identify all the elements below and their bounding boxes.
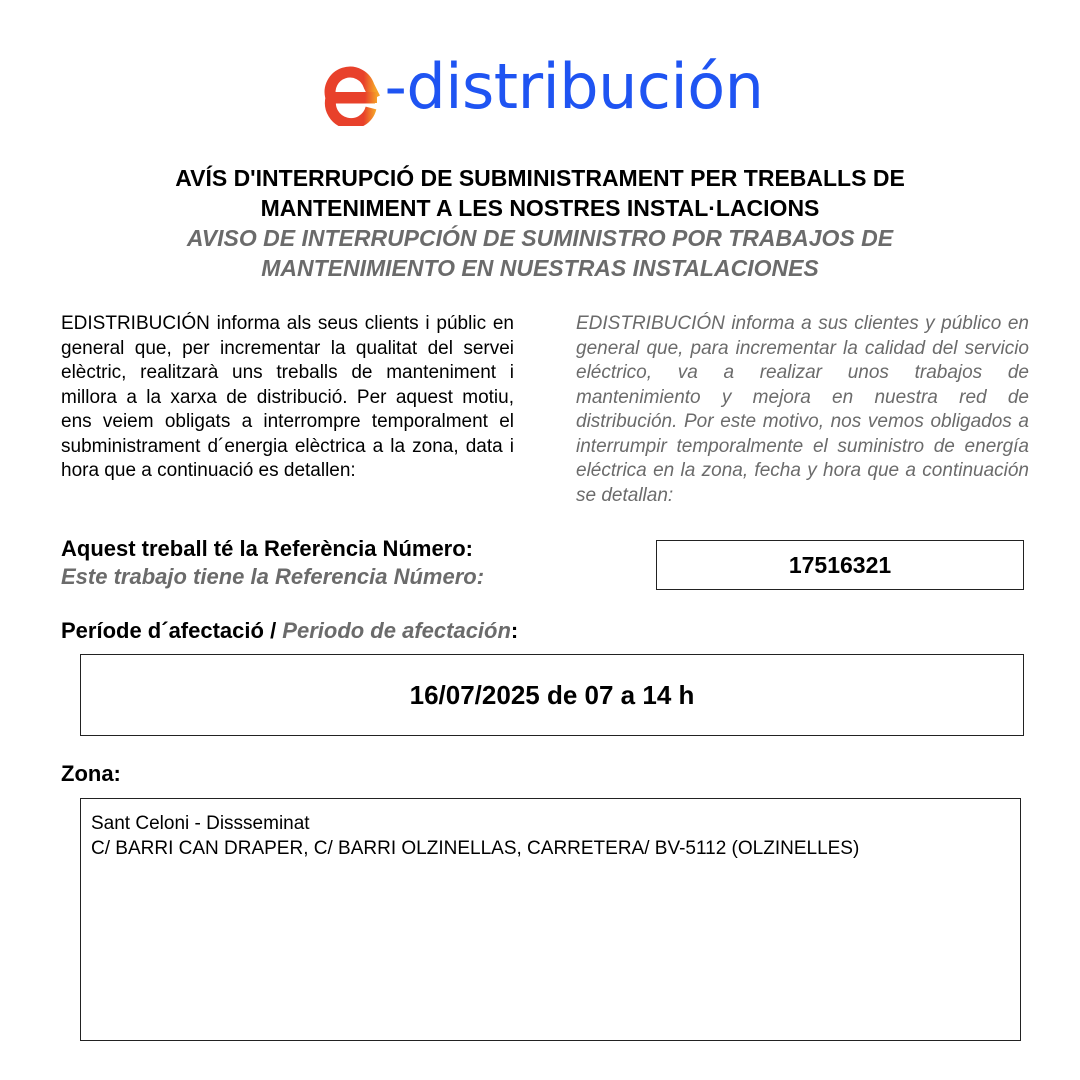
period-label	[61, 617, 518, 645]
zona-box	[80, 798, 1021, 1041]
brand-logo	[0, 48, 1080, 126]
title-catalan-line1: AVÍS D'INTERRUPCIÓ DE SUBMINISTRAMENT PER TREBALLS DE	[175, 165, 905, 191]
title-catalan-line2: MANTENIMENT A LES NOSTRES INSTAL·LACIONS	[260, 195, 820, 221]
title-spanish-line1: AVISO DE INTERRUPCIÓN DE SUMINISTRO POR TRABAJOS DE	[186, 225, 894, 251]
reference-number: 17516321	[788, 551, 892, 578]
zona-label: Zona:	[61, 761, 121, 786]
title-spanish-line2: MANTENIMIENTO EN NUESTRAS INSTALACIONES	[261, 255, 819, 281]
period-label-colon: :	[510, 618, 519, 643]
period-box	[80, 654, 1024, 736]
brand-name: -distribución	[384, 50, 764, 123]
zona-line-streets: C/ BARRI CAN DRAPER, C/ BARRI OLZINELLAS, CARRETERA/ BV-5112 (OLZINELLES)	[91, 838, 860, 859]
e-letter-logo-icon	[317, 62, 381, 126]
notice-title	[0, 163, 1080, 283]
body-text-spanish: EDISTRIBUCIÓN informa a sus clientes y público en general que, para incrementar la calidad del servicio eléctrico, va a realizar unos trabajos de mantenimiento y mejora en nuestra red de distribución. Por este motivo, nos vemos obligados a interrumpir temporalmente el suministro de energía eléctrica en la zona, fecha y hora que a continuación se detallan:	[576, 313, 1029, 506]
zona-line-municipality: Sant Celoni - Dissseminat	[91, 813, 310, 834]
reference-label-catalan: Aquest treball té la Referència Número:	[61, 536, 474, 561]
period-label-catalan: Període d´afectació /	[61, 618, 283, 643]
period-label-spanish: Periodo de afectación	[282, 618, 511, 643]
period-value: 16/07/2025 de 07 a 14 h	[409, 679, 695, 710]
body-text-catalan: EDISTRIBUCIÓN informa als seus clients i públic en general que, per incrementar la qualitat del servei elèctric, realitzarà uns treballs de manteniment i millora a la xarxa de distribució. Per aquest motiu, ens veiem obligats a interrompre temporalment el subministrament d´energia elèctrica a la zona, data i hora que a continuació es detallen:	[61, 313, 514, 481]
reference-label-spanish: Este trabajo tiene la Referencia Número:	[61, 564, 485, 589]
reference-number-box	[656, 540, 1024, 590]
reference-label	[61, 535, 484, 591]
